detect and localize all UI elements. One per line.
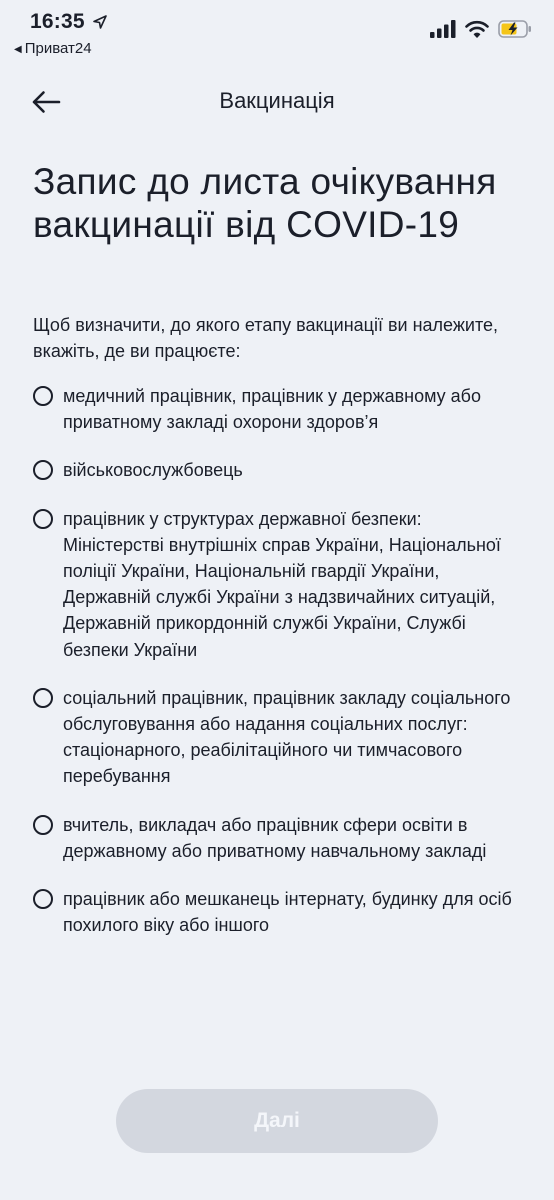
back-triangle-icon: ◀ [14, 44, 22, 55]
option-medical-worker[interactable] [0, 383, 554, 435]
radio-button[interactable] [33, 889, 53, 909]
cellular-signal-icon [430, 20, 456, 38]
workplace-options-list [0, 383, 554, 1043]
wifi-icon [465, 20, 489, 38]
radio-button[interactable] [33, 509, 53, 529]
option-label: соціальний працівник, працівник закладу соціального обслуговування або надання соціальних послуг: стаціонарного, реабілітаційного чи тимчасового перебування [63, 687, 511, 787]
option-boarding-resident[interactable] [0, 886, 554, 938]
option-label: медичний працівник, працівник у державному або приватному закладі охорони здоров’я [63, 386, 481, 433]
option-label: працівник або мешканець інтернату, будинку для осіб похилого віку або іншого [63, 889, 512, 936]
status-indicators [430, 18, 532, 40]
location-arrow-icon [92, 14, 108, 30]
next-button[interactable]: Далі [116, 1089, 438, 1153]
radio-button[interactable] [33, 386, 53, 406]
option-label: вчитель, викладач або працівник сфери освіти в державному або приватному навчальному закладі [63, 814, 487, 861]
option-social-worker[interactable] [0, 685, 554, 790]
option-label: військовослужбовець [63, 460, 243, 481]
page-title: Запис до листа очікування вакцинації від COVID-19 [33, 161, 497, 245]
status-bar [0, 0, 554, 62]
radio-button[interactable] [33, 815, 53, 835]
nav-title: Вакцинація [219, 88, 335, 113]
footer [0, 1058, 554, 1200]
option-state-security[interactable] [0, 506, 554, 663]
status-time: 16:35 [30, 10, 85, 33]
back-to-app-link[interactable] [14, 40, 92, 57]
back-app-label: Приват24 [24, 40, 92, 57]
battery-charging-icon [498, 20, 532, 38]
radio-button[interactable] [33, 688, 53, 708]
option-education-worker[interactable] [0, 812, 554, 864]
option-label: працівник у структурах державної безпеки: Міністерстві внутрішніх справ України, Національної поліції України, Національній гвардії України, Державній службі України з надзвичайних ситуацій, Державній прикордонній службі України, Службі безпеки України [63, 508, 501, 660]
option-military[interactable] [0, 457, 554, 483]
navigation-bar [0, 72, 554, 132]
radio-button[interactable] [33, 460, 53, 480]
intro-text: Щоб визначити, до якого етапу вакцинації ви належите, вкажіть, де ви працюєте: [33, 315, 499, 361]
